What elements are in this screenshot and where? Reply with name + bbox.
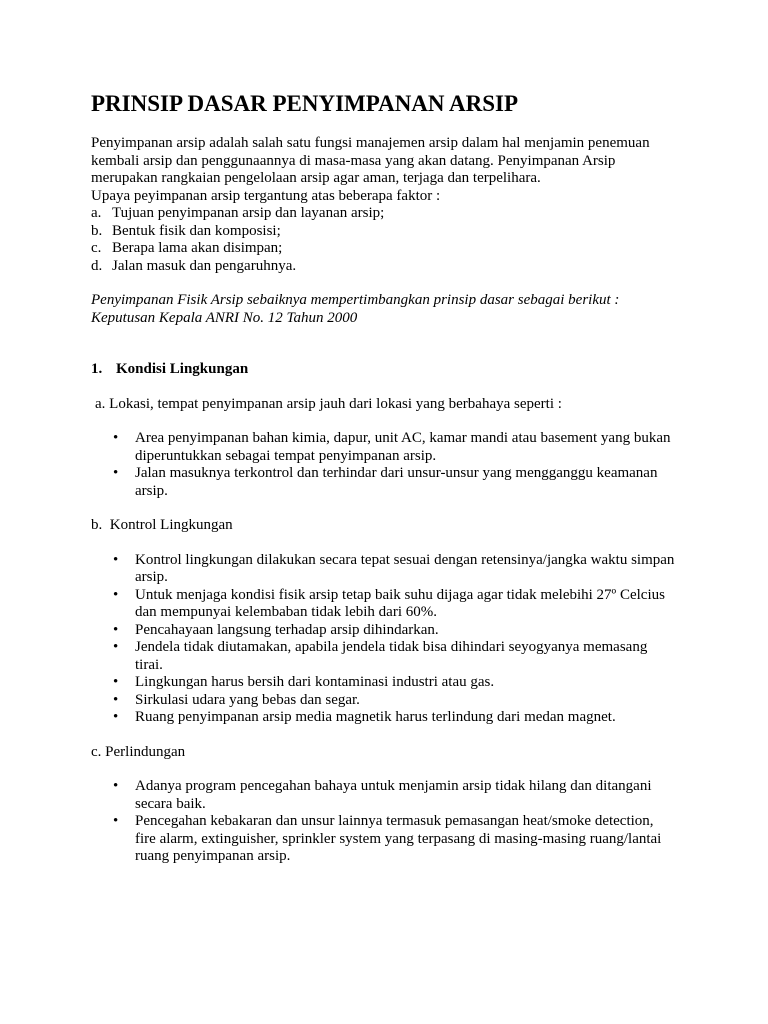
bullet-item xyxy=(91,674,691,692)
bullet-text: Sirkulasi udara yang bebas dan segar. xyxy=(135,691,360,708)
bullet-icon: • xyxy=(113,709,119,725)
section-number: 1. xyxy=(91,361,103,377)
subsection-heading-c: c. Perlindungan xyxy=(91,743,186,760)
section-title: Kondisi Lingkungan xyxy=(116,361,249,377)
bullet-icon: • xyxy=(113,586,119,603)
bullet-item xyxy=(91,622,691,640)
bullet-icon: • xyxy=(113,465,119,481)
bullet-icon: • xyxy=(113,621,119,638)
bullet-text: Jalan masuknya terkontrol dan terhindar dari unsur-unsur yang mengganggu keamanan arsip. xyxy=(135,465,658,499)
bullet-item xyxy=(91,552,691,587)
bullet-item xyxy=(91,587,691,622)
factor-list xyxy=(91,205,691,275)
factor-marker: c. xyxy=(91,240,102,256)
subsection-heading-b: b. Kontrol Lingkungan xyxy=(91,517,233,533)
bullet-item xyxy=(91,813,691,866)
bullet-icon: • xyxy=(113,778,119,794)
factor-marker: b. xyxy=(91,222,103,239)
intro-line: merupakan rangkaian pengelolaan arsip agar aman, terjaga dan terpelihara. xyxy=(91,170,541,186)
bullet-text: Pencegahan kebakaran dan unsur lainnya termasuk pemasangan heat/smoke detection, fire alarm, extinguisher, sprinkler system yang terpasang di masing-masing ruang/lantai ruang penyimpanan arsip. xyxy=(135,813,662,864)
bullet-item xyxy=(91,709,691,727)
factor-marker: a. xyxy=(91,205,102,221)
bullet-item xyxy=(91,430,691,465)
bullet-text: Untuk menjaga kondisi fisik arsip tetap baik suhu dijaga agar tidak melebihi 27º Celcius dan mempunyai kelembaban tidak lebih dari 60%. xyxy=(135,586,665,620)
bullet-text: Pencahayaan langsung terhadap arsip dihindarkan. xyxy=(135,621,439,638)
intro-line: kembali arsip dan penggunaannya di masa-masa yang akan datang. Penyimpanan Arsip xyxy=(91,152,616,169)
bullet-list-a xyxy=(91,430,691,500)
factor-text: Tujuan penyimpanan arsip dan layanan arsip; xyxy=(112,205,385,221)
italic-note-line: Penyimpanan Fisik Arsip sebaiknya mempertimbangkan prinsip dasar sebagai berikut : xyxy=(91,292,620,308)
bullet-list-c xyxy=(91,778,691,866)
bullet-text: Kontrol lingkungan dilakukan secara tepat sesuai dengan retensinya/jangka waktu simpan arsip. xyxy=(135,551,675,585)
bullet-item xyxy=(91,778,691,813)
factor-item xyxy=(91,205,691,223)
factor-marker: d. xyxy=(91,257,103,274)
bullet-text: Jendela tidak diutamakan, apabila jendela tidak bisa dihindari seyogyanya memasang tirai. xyxy=(135,639,648,673)
section-heading xyxy=(91,361,691,379)
bullet-icon: • xyxy=(113,813,119,829)
bullet-icon: • xyxy=(113,551,119,568)
bullet-text: Lingkungan harus bersih dari kontaminasi industri atau gas. xyxy=(135,674,495,690)
intro-line: Penyimpanan arsip adalah salah satu fungsi manajemen arsip dalam hal menjamin penemuan xyxy=(91,135,650,151)
factor-item xyxy=(91,258,691,276)
factor-item xyxy=(91,240,691,258)
bullet-icon: • xyxy=(113,430,119,446)
bullet-icon: • xyxy=(113,639,119,655)
bullet-list-b xyxy=(91,552,691,727)
document-content xyxy=(91,90,691,866)
subsection-heading-a: a. Lokasi, tempat penyimpanan arsip jauh dari lokasi yang berbahaya seperti : xyxy=(95,395,562,412)
page-title: PRINSIP DASAR PENYIMPANAN ARSIP xyxy=(91,91,519,116)
italic-note-line: Keputusan Kepala ANRI No. 12 Tahun 2000 xyxy=(91,309,358,326)
factor-text: Berapa lama akan disimpan; xyxy=(112,240,283,256)
bullet-icon: • xyxy=(113,691,119,708)
bullet-icon: • xyxy=(113,674,119,690)
intro-line: Upaya peyimpanan arsip tergantung atas beberapa faktor : xyxy=(91,187,441,204)
bullet-text: Area penyimpanan bahan kimia, dapur, unit AC, kamar mandi atau basement yang bukan diperuntukkan sebagai tempat penyimpanan arsip. xyxy=(135,430,671,464)
factor-text: Bentuk fisik dan komposisi; xyxy=(112,222,281,239)
bullet-item xyxy=(91,639,691,674)
bullet-text: Ruang penyimpanan arsip media magnetik harus terlindung dari medan magnet. xyxy=(135,709,616,725)
factor-item xyxy=(91,223,691,241)
intro-paragraph xyxy=(91,135,691,275)
bullet-text: Adanya program pencegahan bahaya untuk menjamin arsip tidak hilang dan ditangani secara baik. xyxy=(135,778,652,812)
bullet-item xyxy=(91,465,691,500)
factor-text: Jalan masuk dan pengaruhnya. xyxy=(112,257,297,274)
italic-note xyxy=(91,292,691,327)
bullet-item xyxy=(91,692,691,710)
